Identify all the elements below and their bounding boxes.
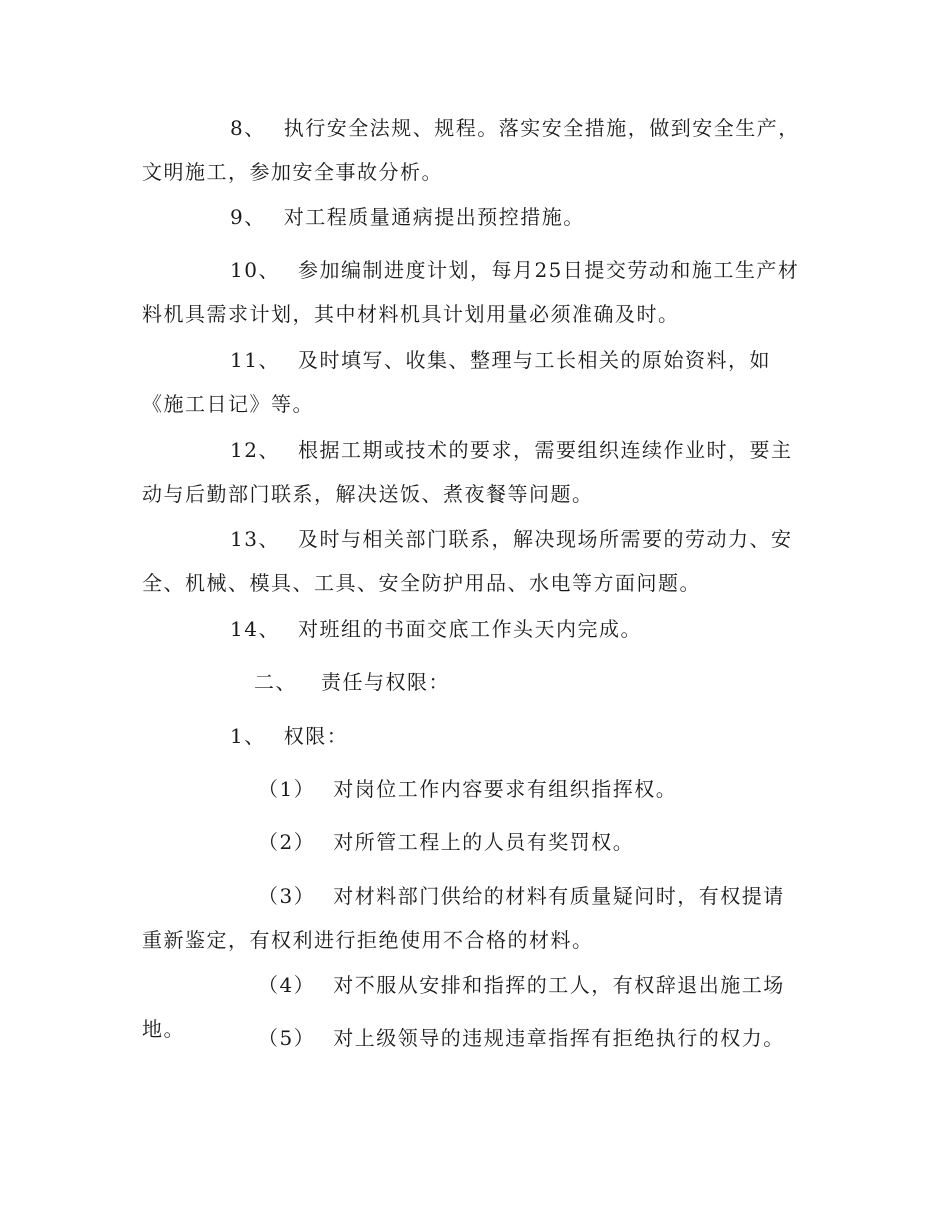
section-heading <box>142 660 804 704</box>
rights-item-1 <box>142 767 804 811</box>
list-item-14 <box>142 607 804 651</box>
item-text: 参加编制进度计划，每月25日提交劳动和施工生产材料机具需求计划，其中材料机具计划用量必须准确及时。 <box>142 258 800 326</box>
item-number: 13、 <box>230 527 280 551</box>
item-text: 对班组的书面交底工作头天内完成。 <box>297 617 642 641</box>
item-number: 14、 <box>230 617 280 641</box>
section-title: 责任与权限： <box>321 670 450 694</box>
item-number: （5） <box>258 1026 316 1050</box>
subsection-title: 权限： <box>283 724 349 748</box>
item-number: 11、 <box>230 348 280 372</box>
list-item-11 <box>142 338 804 426</box>
item-number: （3） <box>258 884 316 908</box>
rights-item-5 <box>142 1016 804 1060</box>
subsection-heading <box>142 714 804 758</box>
item-number: （4） <box>258 973 316 997</box>
item-number: （2） <box>258 830 316 854</box>
item-text: 对岗位工作内容要求有组织指挥权。 <box>333 777 678 801</box>
item-text: 对所管工程上的人员有奖罚权。 <box>333 830 635 854</box>
subsection-number: 1、 <box>230 724 266 748</box>
item-number: 12、 <box>230 438 280 462</box>
item-number: 9、 <box>230 205 266 229</box>
rights-item-2 <box>142 820 804 864</box>
list-item-12 <box>142 428 804 516</box>
list-item-9 <box>142 195 804 239</box>
item-text: 对不服从安排和指挥的工人，有权辞退出施工场地。 <box>142 973 785 1041</box>
rights-item-3 <box>142 874 804 962</box>
list-item-8 <box>142 106 804 194</box>
item-number: （1） <box>258 777 316 801</box>
item-text: 及时填写、收集、整理与工长相关的原始资料，如《施工日记》等。 <box>142 348 771 416</box>
item-text: 对工程质量通病提出预控措施。 <box>283 205 585 229</box>
list-item-13 <box>142 517 804 605</box>
item-number: 10、 <box>230 258 280 282</box>
item-number: 8、 <box>230 116 266 140</box>
item-text: 对上级领导的违规违章指挥有拒绝执行的权力。 <box>333 1026 785 1050</box>
item-text: 对材料部门供给的材料有质量疑问时，有权提请重新鉴定，有权利进行拒绝使用不合格的材料。 <box>142 884 785 952</box>
item-text: 根据工期或技术的要求，需要组织连续作业时，要主动与后勤部门联系，解决送饭、煮夜餐等问题。 <box>142 438 793 506</box>
section-number: 二、 <box>254 670 297 694</box>
list-item-10 <box>142 248 804 336</box>
item-text: 及时与相关部门联系，解决现场所需要的劳动力、安全、机械、模具、工具、安全防护用品、水电等方面问题。 <box>142 527 793 595</box>
item-text: 执行安全法规、规程。落实安全措施，做到安全生产，文明施工，参加安全事故分析。 <box>142 116 800 184</box>
